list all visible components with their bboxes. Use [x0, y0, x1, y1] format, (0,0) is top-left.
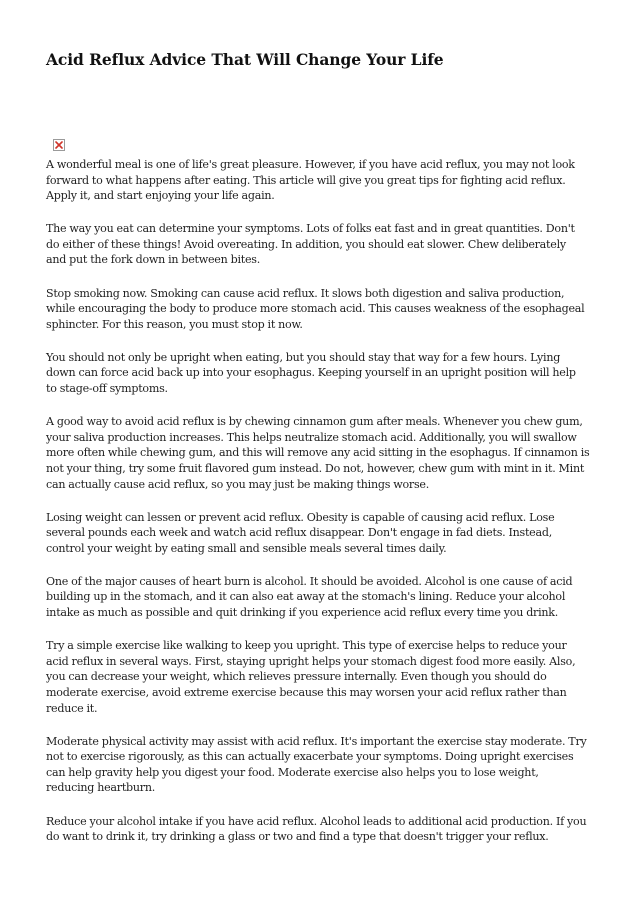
paragraph-line: do either of these things! Avoid overeating. In addition, you should eat slower. Chew deliberately: [46, 237, 566, 251]
broken-image-glyph: [55, 141, 63, 149]
paragraph-line: You should not only be upright when eating, but you should stay that way for a few hours. Lying: [46, 350, 561, 364]
paragraph-10: [46, 814, 598, 845]
paragraph-line: Losing weight can lessen or prevent acid reflux. Obesity is capable of causing acid reflux. Lose: [46, 510, 555, 524]
paragraph-line: down can force acid back up into your esophagus. Keeping yourself in an upright position will help: [46, 366, 576, 380]
paragraph-line: you can decrease your weight, which relieves pressure internally. Even though you should do: [46, 670, 547, 684]
paragraph-line: and put the fork down in between bites.: [46, 253, 260, 267]
paragraph-line: forward to what happens after eating. This article will give you great tips for fighting acid reflux.: [46, 173, 566, 187]
paragraph-line: The way you eat can determine your symptoms. Lots of folks eat fast and in great quantities. Don't: [46, 222, 575, 236]
paragraph-line: several pounds each week and watch acid reflux disappear. Don't engage in fad diets. Instead,: [46, 526, 552, 540]
paragraph-line: building up in the stomach, and it can also eat away at the stomach's lining. Reduce your alcohol: [46, 590, 566, 604]
paragraph-line: control your weight by eating small and sensible meals several times daily.: [46, 541, 447, 555]
paragraph-3: [46, 286, 598, 333]
paragraph-1: [46, 157, 598, 204]
paragraph-line: reducing heartburn.: [46, 781, 156, 795]
paragraph-line: can help gravity help you digest your food. Moderate exercise also helps you to lose weight,: [46, 765, 539, 779]
paragraph-7: [46, 574, 598, 621]
paragraph-line: acid reflux in several ways. First, staying upright helps your stomach digest food more easily. Also,: [46, 654, 576, 668]
paragraph-line: Try a simple exercise like walking to keep you upright. This type of exercise helps to reduce your: [46, 639, 567, 653]
paragraph-line: Moderate physical activity may assist with acid reflux. It's important the exercise stay moderate. Try: [46, 734, 587, 748]
article-body: [46, 157, 598, 845]
paragraph-line: Reduce your alcohol intake if you have acid reflux. Alcohol leads to additional acid production. If you: [46, 814, 587, 828]
paragraph-line: intake as much as possible and quit drinking if you experience acid reflux every time you drink.: [46, 606, 559, 620]
broken-image-icon: [53, 139, 65, 151]
paragraph-2: [46, 221, 598, 268]
paragraph-line: sphincter. For this reason, you must stop it now.: [46, 317, 303, 331]
paragraph-line: not your thing, try some fruit flavored gum instead. Do not, however, chew gum with mint in it. Mint: [46, 461, 585, 475]
paragraph-6: [46, 510, 598, 557]
paragraph-line: more often while chewing gum, and this will remove any acid sitting in the esophagus. If cinnamon is: [46, 446, 590, 460]
paragraph-line: your saliva production increases. This helps neutralize stomach acid. Additionally, you will swallow: [46, 430, 577, 444]
paragraph-8: [46, 638, 598, 716]
paragraph-line: reduce it.: [46, 701, 98, 715]
paragraph-line: not to exercise rigorously, as this can actually exacerbate your symptoms. Doing upright exercises: [46, 750, 574, 764]
paragraph-9: [46, 734, 598, 796]
paragraph-line: while encouraging the body to produce more stomach acid. This causes weakness of the esophageal: [46, 302, 585, 316]
paragraph-5: [46, 414, 598, 492]
paragraph-4: [46, 350, 598, 397]
paragraph-line: Stop smoking now. Smoking can cause acid reflux. It slows both digestion and saliva production,: [46, 286, 565, 300]
paragraph-line: Apply it, and start enjoying your life again.: [46, 189, 275, 203]
paragraph-line: can actually cause acid reflux, so you may just be making things worse.: [46, 477, 429, 491]
paragraph-line: A good way to avoid acid reflux is by chewing cinnamon gum after meals. Whenever you chew gum,: [46, 415, 583, 429]
paragraph-line: moderate exercise, avoid extreme exercise because this may worsen your acid reflux rather than: [46, 685, 567, 699]
page-title: Acid Reflux Advice That Will Change Your Life: [46, 50, 444, 69]
paragraph-line: One of the major causes of heart burn is alcohol. It should be avoided. Alcohol is one cause of acid: [46, 574, 573, 588]
paragraph-line: to stage-off symptoms.: [46, 382, 168, 396]
paragraph-line: A wonderful meal is one of life's great pleasure. However, if you have acid reflux, you may not look: [46, 158, 575, 171]
paragraph-line: do want to drink it, try drinking a glass or two and find a type that doesn't trigger your reflux.: [46, 830, 549, 844]
